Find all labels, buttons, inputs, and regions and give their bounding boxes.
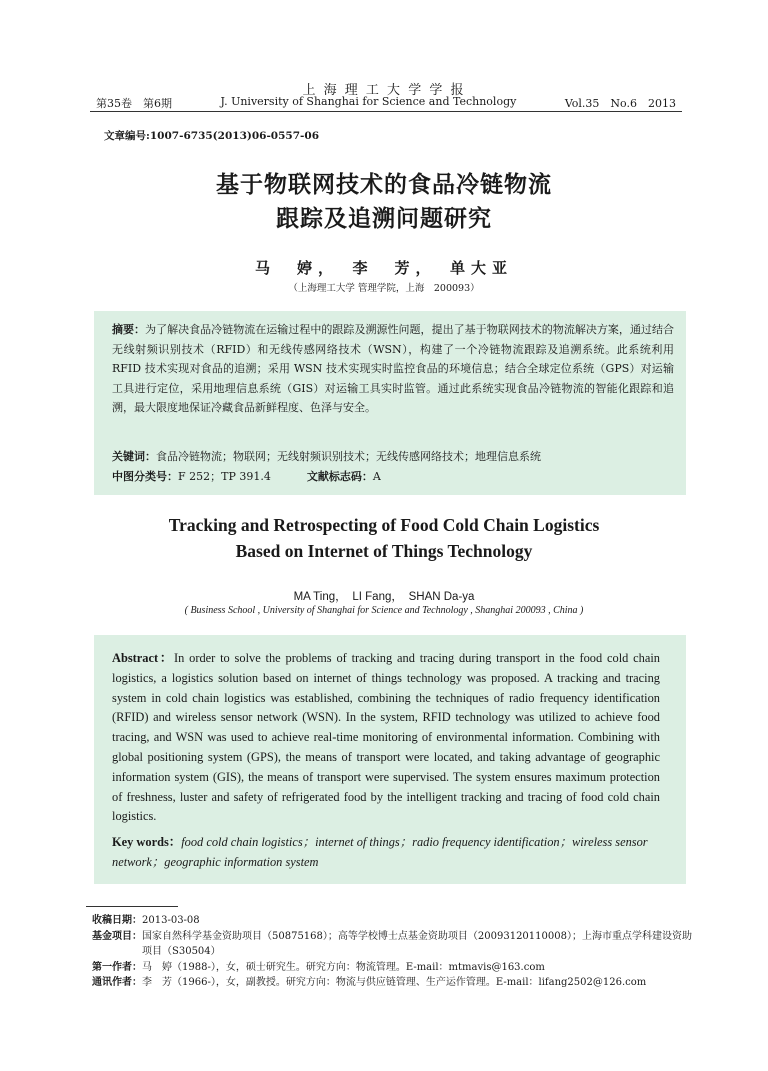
- affiliation-cn: （上海理工大学 管理学院，上海 200093）: [288, 283, 480, 294]
- footnote-value: 李 芳（1966-），女，副教授。研究方向：物流与供应链管理、生产运作管理。E-mail：lifang2502@126.com: [142, 977, 647, 988]
- doc-code-value: A: [372, 470, 381, 483]
- volume-issue-en: Vol.35 No.6 2013: [564, 97, 676, 110]
- doc-code-label: 文献标志码：: [306, 470, 373, 483]
- abstract-en-text: In order to solve the problems of tracking and tracing during transport in the food cold chain logistics, a logistics solution based on internet of things technology was proposed. A tracking and tracing system in cold chain logistics was established, combining the techniques of radio frequency identification (RFID) and wireless sensor network (WSN). In the system, RFID technology was utilized to achieve food tracing, and WSN was used to achieve real-time monitoring of environmental information. Combining with global positioning system (GPS), the means of transport were located, and taking advantage of geographic information system (GIS), the means of transport were supervised. The system ensures maximum protection of freshness, luster and safety of refrigerated food by the intelligent tracking and tracing of food cold chain logistics.: [112, 651, 661, 824]
- footnote-label: 收稿日期：: [92, 915, 142, 926]
- footnote-funding: [92, 929, 692, 960]
- title-en-line-1: Tracking and Retrospecting of Food Cold Chain Logistics: [168, 515, 600, 535]
- authors-cn: 马 婷， 李 芳， 单大亚: [254, 259, 513, 277]
- footnotes: [92, 913, 692, 991]
- article-number: 文章编号:1007-6735(2013)06-0557-06: [104, 130, 320, 142]
- volume-issue-cn: 第35卷 第6期: [96, 97, 172, 110]
- affiliation-en: ( Business School , University of Shanghai for Science and Technology , Shanghai 200093 , China ): [184, 605, 584, 616]
- keywords-en: [112, 832, 667, 872]
- abstract-en: [112, 649, 660, 827]
- keywords-cn: [112, 447, 674, 466]
- footnote-divider: [86, 906, 178, 907]
- footnote-label: 通讯作者：: [92, 977, 142, 988]
- journal-name-cn: 上 海 理 工 大 学 学 报: [302, 83, 466, 98]
- footnote-value: 2013-03-08: [142, 915, 200, 926]
- keywords-cn-label: 关键词：: [112, 450, 156, 463]
- keywords-cn-text: 食品冷链物流；物联网；无线射频识别技术；无线传感网络技术；地理信息系统: [156, 450, 541, 463]
- running-header: [96, 95, 676, 111]
- abstract-cn-text: 为了解决食品冷链物流在运输过程中的跟踪及溯源性问题，提出了基于物联网技术的物流解决方案，通过结合无线射频识别技术（RFID）和无线传感网络技术（WSN），构建了一个冷链物流跟踪及追溯系统。此系统利用 RFID 技术实现对食品的追溯；采用 WSN 技术实现实时监控食品的环境信息；结合全球定位系统（GPS）对运输工具进行定位，采用地理信息系统（GIS）对运输工具实时监管。通过此系统实现食品冷链物流的智能化跟踪和追溯，最大限度地保证冷藏食品新鲜程度、色泽与安全。: [112, 323, 674, 415]
- title-en-line-2: Based on Internet of Things Technology: [235, 541, 533, 561]
- footnote-corresponding-author: [92, 975, 692, 991]
- footnote-received: [92, 913, 692, 929]
- footnote-label: 基金项目：: [92, 930, 142, 942]
- title-cn-line-2: 跟踪及追溯问题研究: [276, 206, 492, 232]
- authors-en: MA Ting， LI Fang， SHAN Da-ya: [293, 591, 475, 603]
- classification-cn: [112, 467, 674, 486]
- title-cn: [0, 168, 768, 236]
- abstract-en-label: Abstract：: [112, 651, 174, 665]
- keywords-en-label: Key words：: [112, 835, 182, 849]
- footnote-value: 马 婷（1988-），女，硕士研究生。研究方向：物流管理。E-mail：mtmavis@163.com: [142, 961, 545, 973]
- footnote-value: 国家自然科学基金资助项目（50875168）；高等学校博士点基金资助项目（20093120110008）；上海市重点学科建设资助项目（S30504）: [142, 930, 692, 957]
- header-divider: [90, 111, 682, 112]
- abstract-cn: [112, 320, 674, 418]
- keywords-en-text: food cold chain logistics；internet of things；radio frequency identification；wireless sensor network；geographic information system: [112, 835, 648, 869]
- title-en: [0, 512, 768, 564]
- clc-label: 中图分类号：: [112, 470, 178, 483]
- footnote-first-author: [92, 960, 692, 976]
- abstract-cn-label: 摘要：: [112, 323, 146, 336]
- title-cn-line-1: 基于物联网技术的食品冷链物流: [216, 172, 552, 198]
- footnote-label: 第一作者：: [92, 961, 142, 973]
- clc-value: F 252；TP 391.4: [178, 470, 271, 483]
- journal-name-en: J. University of Shanghai for Science and Technology: [220, 95, 517, 108]
